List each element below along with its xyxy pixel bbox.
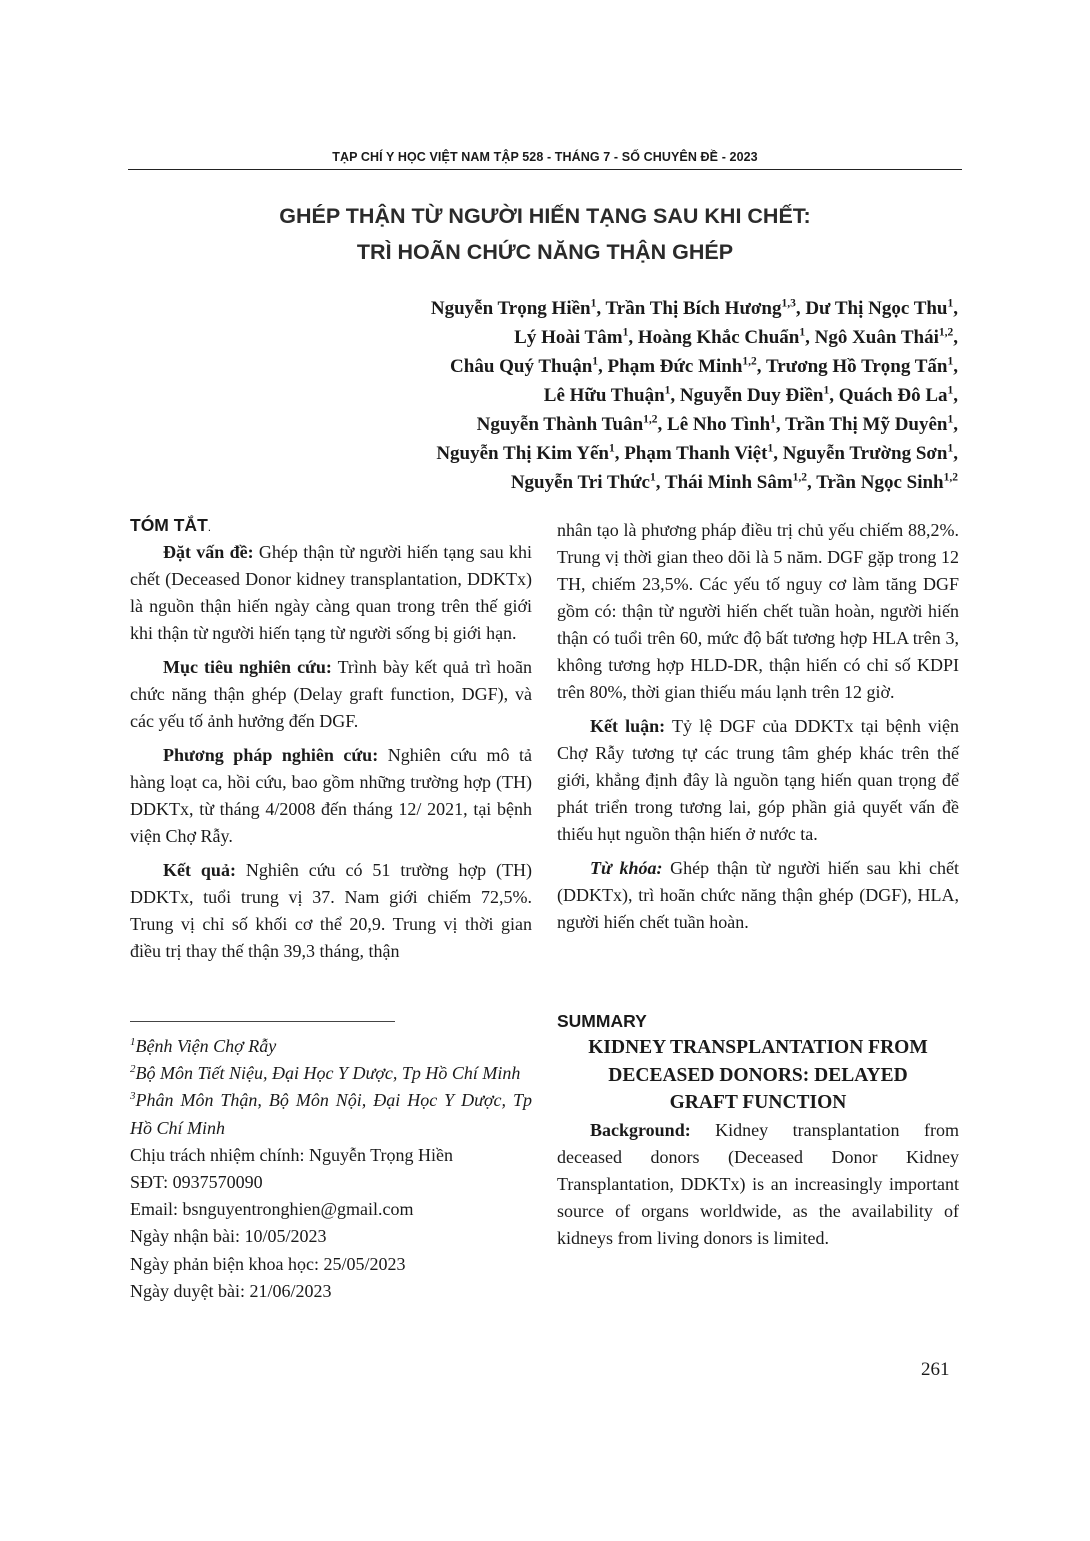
date-reviewed: Ngày phản biện khoa học: 25/05/2023 bbox=[130, 1253, 406, 1274]
author-separator: , bbox=[614, 443, 625, 464]
author-line bbox=[258, 352, 958, 381]
author-name: Nguyễn Tri Thức bbox=[510, 472, 650, 493]
abstract-conclusion bbox=[557, 713, 959, 848]
methods-label: Phương pháp nghiên cứu: bbox=[163, 745, 379, 765]
summary-title-line-3: GRAFT FUNCTION bbox=[669, 1092, 847, 1113]
affiliation-1-sup: 1 bbox=[130, 1036, 136, 1048]
email: Email: bsnguyentronghien@gmail.com bbox=[130, 1199, 414, 1220]
author-name: Nguyễn Thị Kim Yến bbox=[436, 443, 609, 464]
summary-background-label: Background: bbox=[590, 1119, 691, 1140]
summary-title bbox=[557, 1034, 959, 1117]
author-name: Lý Hoài Tâm bbox=[514, 327, 623, 348]
journal-header: TẠP CHÍ Y HỌC VIỆT NAM TẬP 528 - THÁNG 7 - SỐ CHUYÊN ĐỀ - 2023 bbox=[332, 150, 758, 164]
author-affiliation-sup: 1 bbox=[767, 442, 774, 455]
objective-label: Mục tiêu nghiên cứu: bbox=[163, 657, 332, 677]
affiliation-1-text: Bệnh Viện Chợ Rẫy bbox=[135, 1036, 277, 1056]
abstract-heading-dot: . bbox=[207, 520, 212, 534]
author-separator: , bbox=[953, 298, 958, 319]
author-line bbox=[258, 439, 958, 468]
author-name: Trần Thị Bích Hương bbox=[605, 298, 782, 319]
author-separator: , bbox=[756, 356, 766, 377]
author-affiliation-sup: 1 bbox=[622, 326, 629, 339]
keywords-label: Từ khóa: bbox=[590, 858, 663, 878]
author-name: Phạm Đức Minh bbox=[607, 356, 743, 377]
author-name: Nguyễn Thành Tuân bbox=[476, 414, 644, 435]
corresponding-author: Chịu trách nhiệm chính: Nguyễn Trọng Hiền bbox=[130, 1144, 453, 1165]
abstract-results bbox=[130, 857, 532, 965]
author-affiliation-sup: 1 bbox=[649, 471, 656, 484]
author-affiliation-sup: 1,2 bbox=[742, 355, 757, 368]
phone: SĐT: 0937570090 bbox=[130, 1172, 263, 1193]
author-separator: , bbox=[670, 385, 680, 406]
author-separator: , bbox=[598, 356, 608, 377]
affiliation-2 bbox=[130, 1060, 532, 1087]
summary-background-text: Kidney transplantation from deceased donors (Deceased Donor Kidney Transplantation, DDKTx) is an increasingly important source of organs worldwide, as the availability of kidneys from living donors is limited. bbox=[557, 1119, 959, 1248]
author-line bbox=[258, 468, 958, 497]
author-line bbox=[258, 410, 958, 439]
author-name: Nguyễn Duy Điền bbox=[679, 385, 824, 406]
summary-title-line-2: DECEASED DONORS: DELAYED bbox=[608, 1064, 908, 1086]
affiliation-3 bbox=[130, 1087, 532, 1141]
affiliation-3-sup: 3 bbox=[130, 1090, 136, 1103]
author-affiliation-sup: 1 bbox=[590, 297, 597, 310]
author-affiliation-sup: 1 bbox=[664, 384, 671, 397]
author-line bbox=[258, 381, 958, 410]
results-text: Nghiên cứu có 51 trường hợp (TH) DDKTx, tuổi trung vị 37. Nam giới chiếm 72,5%. Trung vị chỉ số khối cơ thể 20,9. Trung vị thời gian điều trị thay thế thận 39,3 tháng, thận bbox=[130, 860, 532, 961]
author-name: Lê Hữu Thuận bbox=[543, 385, 665, 406]
author-affiliation-sup: 1,3 bbox=[781, 297, 796, 310]
objective-text: Trình bày kết quả trì hoãn chức năng thận ghép (Delay graft function, DGF), và các yếu tố ảnh hưởng đến DGF. bbox=[130, 657, 532, 731]
keywords-text: Ghép thận từ người hiến sau khi chết (DDKTx), trì hoãn chức năng thận ghép (DGF), HLA, người hiến chết tuần hoàn. bbox=[557, 858, 959, 932]
summary-heading: SUMMARY bbox=[557, 1011, 647, 1031]
author-list bbox=[258, 294, 958, 497]
summary-title-line-1: KIDNEY TRANSPLANTATION FROM bbox=[588, 1037, 928, 1058]
background-label: Đặt vấn đề: bbox=[163, 542, 254, 562]
author-name: Trần Ngọc Sinh bbox=[816, 472, 944, 493]
author-name: Dư Thị Ngọc Thu bbox=[805, 298, 948, 319]
author-name: Thái Minh Sâm bbox=[664, 472, 793, 493]
author-name: Phạm Thanh Việt bbox=[624, 443, 768, 464]
affiliation-1 bbox=[130, 1033, 532, 1060]
background-text: Ghép thận từ người hiến tạng sau khi chết (Deceased Donor kidney transplantation, DDKTx) là nguồn thận hiến ngày càng quan trong trên thế giới khi thận từ người hiến tạng từ người sống bị giới hạn. bbox=[130, 542, 532, 643]
author-affiliation-sup: 1 bbox=[823, 384, 830, 397]
author-name: Quách Đô La bbox=[838, 385, 948, 406]
author-separator: , bbox=[628, 327, 638, 348]
author-separator: , bbox=[775, 414, 786, 435]
abstract-heading-text: TÓM TẮT bbox=[130, 515, 208, 535]
title-line-1: GHÉP THẬN TỪ NGƯỜI HIẾN TẠNG SAU KHI CHẾT: bbox=[279, 204, 811, 228]
affiliation-2-text: Bộ Môn Tiết Niệu, Đại Học Y Dược, Tp Hồ Chí Minh bbox=[135, 1063, 521, 1084]
abstract-vi-right-column bbox=[557, 517, 959, 936]
author-name: Trần Thị Mỹ Duyên bbox=[785, 414, 948, 435]
abstract-methods bbox=[130, 742, 532, 850]
abstract-results-continued: nhân tạo là phương pháp điều trị chủ yếu chiếm 88,2%. Trung vị thời gian theo dõi là 5 năm. DGF gặp trong 12 TH, chiếm 23,5%. Các yếu tố nguy cơ làm tăng DGF gồm có: thận từ người hiến chết tuần hoàn, người hiến thận có tuổi trên 60, mức độ bất tương hợp HLA trên 3, không tương hợp HLD-DR, thận hiến có chỉ số KDPI trên 80%, thời gian thiếu máu lạnh trên 12 giờ. bbox=[557, 520, 959, 702]
author-affiliation-sup: 1 bbox=[799, 326, 806, 339]
article-title bbox=[128, 198, 962, 270]
author-affiliation-sup: 1,2 bbox=[943, 471, 958, 484]
conclusion-text: Tỷ lệ DGF của DDKTx tại bệnh viện Chợ Rẫy tương tự các trung tâm ghép khác trên thế giới, khẳng định đây là nguồn tạng hiến quan trọng để phát triển trong tương lai, góp phần giả quyết vấn đề thiếu hụt nguồn thận hiến ở nước ta. bbox=[557, 716, 959, 844]
author-separator: , bbox=[807, 472, 817, 493]
summary-en bbox=[557, 1011, 959, 1252]
author-affiliation-sup: 1 bbox=[608, 442, 615, 455]
abstract-vi-left-column bbox=[130, 515, 532, 965]
author-separator: , bbox=[953, 356, 958, 377]
author-separator: , bbox=[657, 414, 668, 435]
affiliation-2-sup: 2 bbox=[130, 1063, 136, 1076]
abstract-heading bbox=[130, 515, 532, 536]
page-number: 261 bbox=[921, 1359, 950, 1380]
author-separator: , bbox=[773, 443, 783, 464]
abstract-background bbox=[130, 539, 532, 647]
author-affiliation-sup: 1,2 bbox=[938, 326, 954, 339]
results-label: Kết quả: bbox=[163, 860, 236, 880]
author-separator: , bbox=[953, 414, 958, 435]
author-affiliation-sup: 1 bbox=[947, 442, 954, 455]
author-affiliation-sup: 1,2 bbox=[643, 413, 658, 426]
conclusion-label: Kết luận: bbox=[590, 716, 666, 736]
abstract-keywords bbox=[557, 855, 959, 936]
author-name: Ngô Xuân Thái bbox=[814, 327, 939, 348]
author-affiliation-sup: 1 bbox=[947, 413, 954, 426]
author-affiliation-sup: 1 bbox=[947, 384, 954, 397]
author-name: Châu Quý Thuận bbox=[450, 356, 593, 377]
author-separator: , bbox=[953, 327, 958, 348]
date-accepted: Ngày duyệt bài: 21/06/2023 bbox=[130, 1280, 332, 1301]
abstract-objective bbox=[130, 654, 532, 735]
author-name: Lê Nho Tình bbox=[667, 414, 771, 435]
date-received: Ngày nhận bài: 10/05/2023 bbox=[130, 1226, 327, 1247]
summary-background bbox=[557, 1117, 959, 1252]
author-separator: , bbox=[953, 385, 958, 406]
author-name: Hoàng Khắc Chuẩn bbox=[637, 327, 800, 348]
author-separator: , bbox=[829, 385, 839, 406]
author-separator: , bbox=[795, 298, 806, 319]
author-affiliation-sup: 1 bbox=[947, 297, 954, 310]
affiliation-3-text: Phân Môn Thận, Bộ Môn Nội, Đại Học Y Dược, Tp Hồ Chí Minh bbox=[130, 1090, 532, 1138]
footnotes bbox=[130, 1033, 532, 1305]
author-separator: , bbox=[596, 298, 606, 319]
title-line-2: TRÌ HOÃN CHỨC NĂNG THẬN GHÉP bbox=[356, 240, 734, 264]
author-affiliation-sup: 1 bbox=[770, 413, 776, 426]
author-affiliation-sup: 1 bbox=[592, 355, 599, 368]
author-separator: , bbox=[805, 327, 815, 348]
author-line bbox=[258, 323, 958, 352]
author-separator: , bbox=[953, 443, 958, 464]
methods-text: Nghiên cứu mô tả hàng loạt ca, hồi cứu, bao gồm những trường hợp (TH) DDKTx, từ tháng 4/2008 đến tháng 12/ 2021, tại bệnh viện Chợ Rẫy. bbox=[130, 745, 533, 846]
author-name: Nguyễn Trọng Hiền bbox=[430, 298, 591, 319]
author-separator: , bbox=[655, 472, 665, 493]
author-affiliation-sup: 1 bbox=[947, 355, 954, 368]
author-name: Nguyễn Trường Sơn bbox=[782, 443, 948, 464]
footnote-rule bbox=[130, 1021, 395, 1022]
author-name: Trương Hồ Trọng Tấn bbox=[765, 356, 948, 377]
header-rule bbox=[128, 169, 962, 170]
author-line bbox=[258, 294, 958, 323]
author-affiliation-sup: 1,2 bbox=[792, 471, 808, 484]
